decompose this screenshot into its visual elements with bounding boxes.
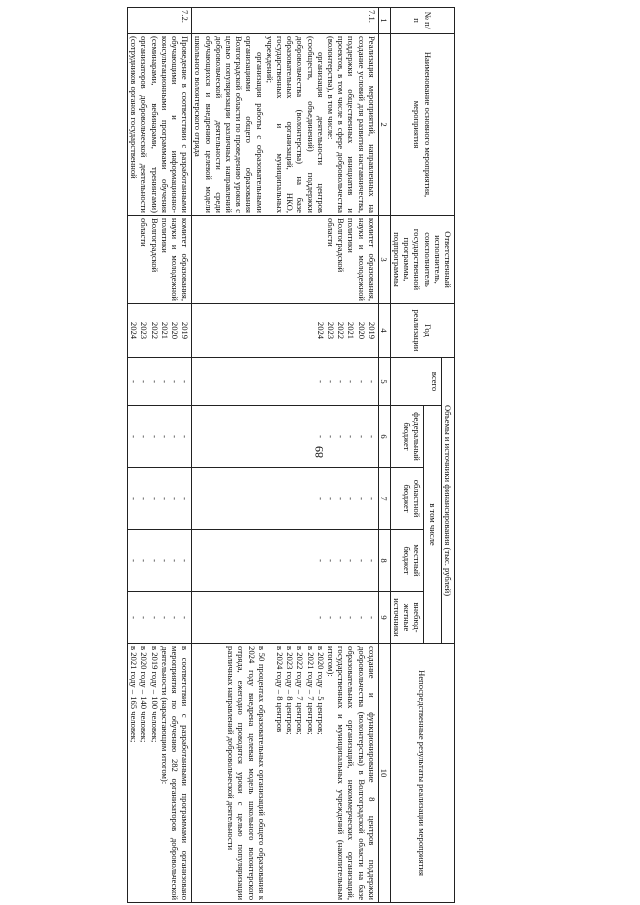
dash-value: - [356,380,367,383]
rotated-table-page [0,7,455,902]
header-local: местный бюджет [390,530,424,592]
dash-value: - [346,380,357,383]
dash-value: - [149,616,160,619]
col-number: 10 [378,644,390,903]
header-results: Непосредственные результаты реализации мероприятия [390,644,454,903]
year-value: 2020 [356,321,367,340]
offbudget-amount-cell [127,592,191,644]
header-incl: в том числе [424,406,441,644]
dash-value: - [315,380,326,383]
table-row [192,8,379,903]
dash-value: - [139,559,150,562]
header-federal: федеральный бюджет [390,406,424,468]
col-number: 9 [378,592,390,644]
table-row [127,8,191,903]
result-line: в 2022 году – 7 центров; [295,646,306,735]
dash-value: - [336,616,347,619]
year-value: 2023 [139,321,150,340]
row-number: 7.1. [192,8,379,34]
result-line: в 50 процентах образовательных организаций общего образования к 2024 году внедрена целевая модель школьного волонтерского отряда, ежегодно проводятся уроки с целью популяризации различных направлений добровольческой деятельности [226,646,267,901]
results-cell [192,644,379,903]
year-value: 2022 [336,321,347,340]
activity-name-line: организация работы с образовательными организациями общего образования Волгоградской области по проведению уроков с целью популяризации различных направлений добровольческой деятельности среди обучающихся и внедрению целевой модели школьного волонтерского отряда [193,36,265,213]
header-total: всего [390,358,441,406]
dash-value: - [336,497,347,500]
dash-value: - [149,380,160,383]
result-line: в 2020 году – 5 центров; [315,646,326,735]
dash-value: - [159,380,170,383]
dash-value: - [139,497,150,500]
dash-value: - [169,616,180,619]
dash-value: - [325,497,336,500]
header-responsible: Ответственный исполнитель, соисполнитель государственной программы, подпрограммы [390,216,454,304]
total-amount-cell [192,358,379,406]
dash-value: - [336,559,347,562]
dash-value: - [159,559,170,562]
col-number: 8 [378,530,390,592]
dash-value: - [325,435,336,438]
result-line: в 2021 году – 7 центров; [305,646,316,735]
dash-value: - [356,497,367,500]
dash-value: - [169,497,180,500]
dash-value: - [129,497,140,500]
row-number: 7.2. [127,8,191,34]
dash-value: - [366,380,377,383]
year-value: 2024 [129,321,140,340]
dash-value: - [139,435,150,438]
federal-amount-cell [127,406,191,468]
year-value: 2021 [346,321,357,340]
regional-amount-cell [127,468,191,530]
dash-value: - [169,559,180,562]
responsible-executor: комитет образования, науки и молодежной политики Волгоградской области [127,216,191,304]
result-line: в соответствии с разработанными программами организовано мероприятия по обучению 282 организаторов добровольческой деятельности (нарастающим итогом): [159,646,191,901]
activity-name-line: организация деятельности центров (сообществ, объединений) поддержки добровольчества (волонтерства) на базе образовательных организаций, НКО, государственных и муниципальных учреждений; [264,36,326,213]
dash-value: - [149,559,160,562]
dash-value: - [129,616,140,619]
dash-value: - [180,497,191,500]
year-value: 2020 [169,321,180,340]
dash-value: - [180,435,191,438]
dash-value: - [129,559,140,562]
year-value: 2019 [366,321,377,340]
activity-name [127,34,191,216]
col-number: 3 [378,216,390,304]
col-number: 1 [378,8,390,34]
col-number: 2 [378,34,390,216]
header-name: Наименование основного мероприятия, мероприятия [390,34,454,216]
dash-value: - [169,380,180,383]
dash-value: - [169,435,180,438]
dash-value: - [180,559,191,562]
dash-value: - [180,380,191,383]
regional-amount-cell [192,468,379,530]
dash-value: - [149,497,160,500]
col-number: 4 [378,304,390,358]
dash-value: - [325,616,336,619]
dash-value: - [366,559,377,562]
col-number: 6 [378,406,390,468]
dash-value: - [139,616,150,619]
dash-value: - [356,559,367,562]
dash-value: - [159,616,170,619]
result-line: в 2019 году – 100 человек; [149,646,160,743]
page-number: 89 [312,446,326,458]
result-line: в 2023 году – 8 центров; [285,646,296,735]
result-line: в 2024 году – 8 центров [274,646,285,733]
dash-value: - [129,435,140,438]
year-value: 2021 [159,321,170,340]
federal-amount-cell [192,406,379,468]
dash-value: - [129,380,140,383]
result-line: в 2020 году – 140 человек; [139,646,150,743]
dash-value: - [159,435,170,438]
dash-value: - [366,616,377,619]
local-amount-cell [127,530,191,592]
years-cell [192,304,379,358]
dash-value: - [356,435,367,438]
dash-value: - [325,559,336,562]
dash-value: - [366,435,377,438]
dash-value: - [336,435,347,438]
total-amount-cell [127,358,191,406]
years-cell [127,304,191,358]
year-value: 2019 [180,321,191,340]
dash-value: - [325,380,336,383]
program-activities-table [127,7,455,903]
dash-value: - [346,559,357,562]
header-offbudget: внебюд- жетные источники [390,592,424,644]
offbudget-amount-cell [192,592,379,644]
dash-value: - [356,616,367,619]
activity-name-line: Проведение в соответствии с разработанными обучающими и информационно-консультационными программами обучения (семинарами, вебинарами, тренингами) организаторов добровольческой деятельности (сотрудников органов государственной [129,36,191,213]
col-number: 5 [378,358,390,406]
activity-name-line: Реализация мероприятий, направленных на создание условий для развития наставничества, поддержки общественных инициатив и проектов, в том числе в сфере добровольчества (волонтерства), в том числе: [325,36,377,213]
year-value: 2024 [315,321,326,340]
results-cell [127,644,191,903]
responsible-executor: комитет образования, науки и молодежной политики Волгоградской области [192,216,379,304]
dash-value: - [159,497,170,500]
local-amount-cell [192,530,379,592]
dash-value: - [346,435,357,438]
dash-value: - [315,435,326,438]
dash-value: - [149,435,160,438]
dash-value: - [346,497,357,500]
col-number: 7 [378,468,390,530]
dash-value: - [139,380,150,383]
activity-name [192,34,379,216]
header-num: № п/п [390,8,454,34]
result-line: создание и функционирование 8 центров поддержки добровольчества (волонтерства) в Волгоградской области на базе образовательных организаций, некоммерческих организаций, государственных и муниципальных учреждений (накопительным итогом): [325,646,377,901]
header-year: Год реализации [390,304,454,358]
header-financing: Объемы и источники финансирования (тыс. рублей) [441,358,454,644]
result-line: в 2021 году – 165 человек; [129,646,140,743]
dash-value: - [346,616,357,619]
year-value: 2022 [149,321,160,340]
header-regional: областной бюджет [390,468,424,530]
dash-value: - [180,616,191,619]
dash-value: - [315,497,326,500]
dash-value: - [315,559,326,562]
year-value: 2023 [325,321,336,340]
dash-value: - [366,497,377,500]
dash-value: - [315,616,326,619]
dash-value: - [336,380,347,383]
